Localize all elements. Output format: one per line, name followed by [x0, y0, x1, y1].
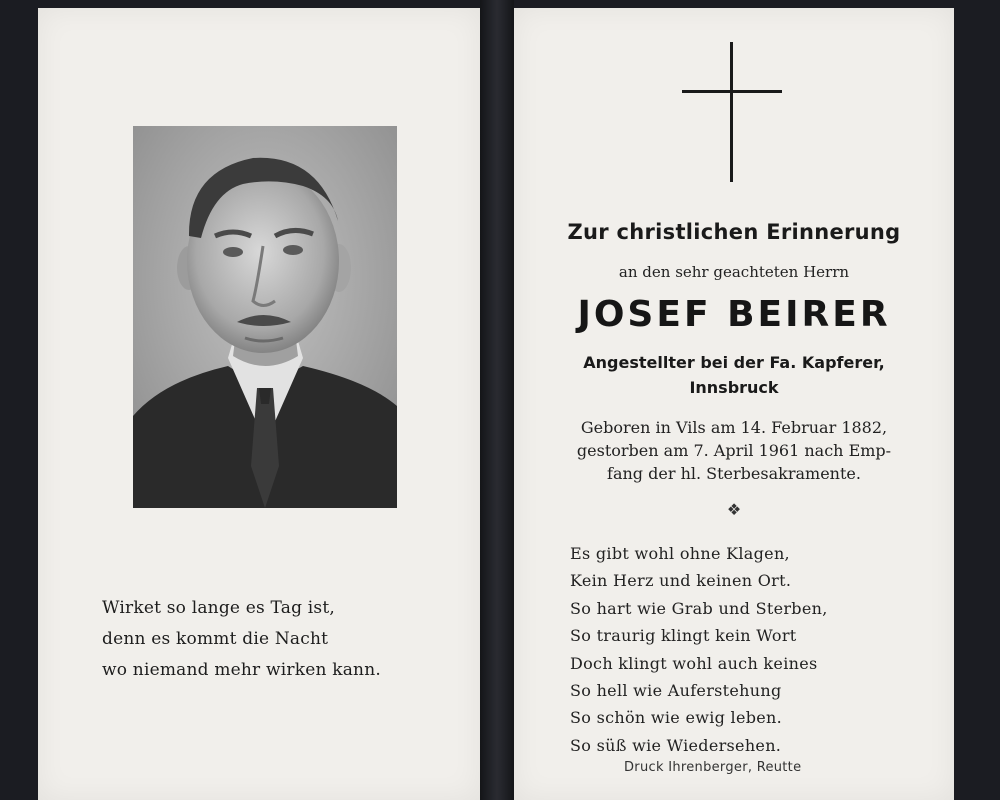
ornament-icon: ❖: [726, 500, 742, 519]
poem-line: Kein Herz und keinen Ort.: [570, 571, 792, 591]
dedication-line: an den sehr geachteten Herrn: [618, 263, 850, 281]
right-page: [514, 8, 954, 800]
cross-icon: [682, 42, 782, 187]
poem-line: So hart wie Grab und Sterben,: [570, 598, 828, 618]
life-dates: [514, 416, 954, 485]
dates-line: fang der hl. Sterbesakramente.: [607, 464, 861, 483]
occupation: [514, 350, 954, 400]
poem: [570, 540, 828, 759]
quote-line: denn es kommt die Nacht: [102, 629, 329, 649]
occupation-line: Angestellter bei der Fa. Kapferer,: [583, 353, 885, 372]
dates-line: gestorben am 7. April 1961 nach Emp-: [576, 441, 892, 460]
poem-line: Es gibt wohl ohne Klagen,: [570, 544, 790, 563]
left-page: [38, 8, 480, 800]
poem-line: So schön wie ewig leben.: [570, 708, 783, 728]
occupation-line: Innsbruck: [689, 378, 779, 397]
poem-line: Doch klingt wohl auch keines: [570, 653, 818, 673]
quote-line: wo niemand mehr wirken kann.: [102, 660, 381, 680]
bible-quote: [102, 593, 381, 686]
memorial-heading: Zur christlichen Erinnerung: [567, 220, 901, 244]
poem-line: So hell wie Auferstehung: [570, 681, 782, 701]
printer-credit: Druck Ihrenberger, Reutte: [624, 760, 802, 775]
portrait-photo: [133, 126, 397, 508]
poem-line: So süß wie Wiedersehen.: [570, 735, 782, 755]
card-fold: [480, 0, 514, 800]
deceased-name: JOSEF BEIRER: [577, 294, 891, 335]
poem-line: So traurig klingt kein Wort: [570, 626, 797, 646]
dates-line: Geboren in Vils am 14. Februar 1882,: [580, 418, 888, 437]
quote-line: Wirket so lange es Tag ist,: [102, 598, 335, 618]
